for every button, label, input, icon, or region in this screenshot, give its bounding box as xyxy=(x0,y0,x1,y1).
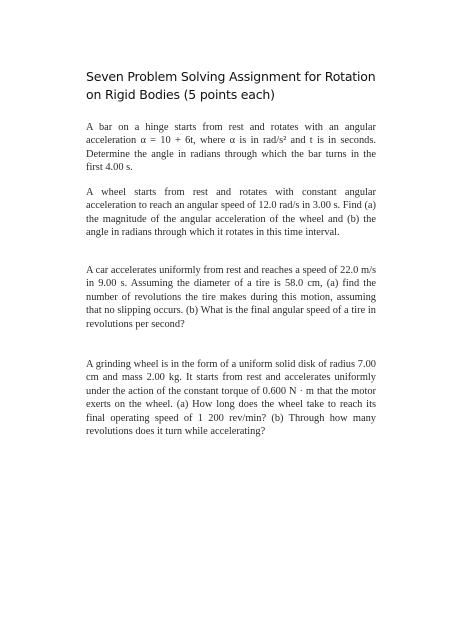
assignment-title: Seven Problem Solving Assignment for Rotation on Rigid Bodies (5 points each) xyxy=(86,69,376,102)
problem-4: A grinding wheel is in the form of a uniform solid disk of radius 7.00 cm and mass 2.00 kg. It starts from rest and accelerates uniformly under the action of the constant torque of 0.600 N · m that the motor exerts on the wheel. (a) How long does the wheel take to reach its final operating speed of 1 200 rev/min? (b) Through how many revolutions does it turn while accelerating? xyxy=(86,359,376,438)
problem-2: A wheel starts from rest and rotates with constant angular acceleration to reach an angular speed of 12.0 rad/s in 3.00 s. Find (a) the magnitude of the angular acceleration of the wheel and (b) the angle in radians through which it rotates in this time interval. xyxy=(86,187,376,239)
problem-3: A car accelerates uniformly from rest and reaches a speed of 22.0 m/s in 9.00 s. Assuming the diameter of a tire is 58.0 cm, (a) find the number of revolutions the tire makes during this motion, assuming that no slipping occurs. (b) What is the final angular speed of a tire in revolutions per second? xyxy=(86,265,376,330)
problem-1: A bar on a hinge starts from rest and rotates with an angular acceleration α = 10 + 6t, where α is in rad/s² and t is in seconds. Determine the angle in radians through which the bar turns in the first 4.00 s. xyxy=(86,122,376,174)
